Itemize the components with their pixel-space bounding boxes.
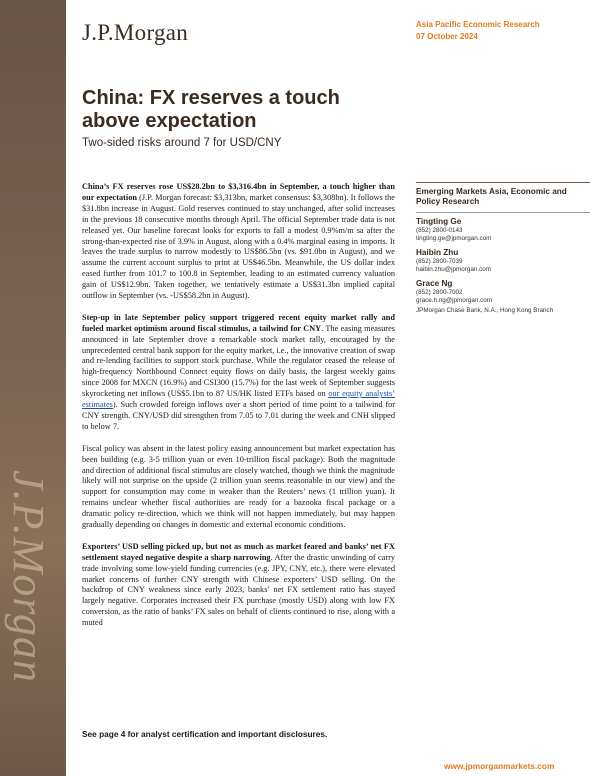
paragraph-exporters (82, 542, 395, 629)
analyst-name: Grace Ng (416, 278, 453, 288)
analyst-card (416, 279, 590, 306)
text-fiscal-policy: Fiscal policy was absent in the latest policy easing announcement but market expectation has been building (e.g. 3-5 trillion yuan or even 10-trillion fiscal package). Both the magnitude and direction of additional fiscal stimulus are closely watched, though we think the magnitude likely will not surprise on the upside (2 trillion yuan seems reasonable in our view) and the support for consumption may come in weaker than the Reuters’ news (1 trillion yuan). It remains unclear whether fiscal authorities are ready for a bazooka fiscal package or a dramatic policy re-direction, which we think will not happen immediately, but may happen gradually depending on changes in domestic and external economic conditions. (82, 443, 395, 530)
analyst-card (416, 217, 590, 244)
text-policy-support-b: ). Such crowded foreign inflows over a short period of time point to a tailwind for CNY strength. CNY/USD did strengthen from 7.05 to 7.01 during the week and CNH slipped to below 7. (82, 400, 395, 431)
text-policy-support-a: . The easing measures announced in late September drove a remarkable stock market rally, encouraged by the unprecedented central bank support for the equity market, i.e., the innovative creation of swap and re-lending facilities to support stock purchase. While the regulator ceased the release of high-frequency Northbound Connect equity flows on daily basis, the largest weekly gains since 2008 for MXCN (16.9%) and CSI300 (15.7%) for the last week of September suggests skyrocketing net inflows (US$5.1bn to 87 US/HK listed ETFs based on (82, 323, 395, 399)
page-title: China: FX reserves a touch above expectation (82, 87, 340, 132)
main-body (82, 182, 395, 640)
analyst-phone: (852) 2800-7002 (416, 288, 463, 296)
analyst-sidebar (416, 182, 590, 315)
lead-fx-reserves: China’s FX reserves rose US$28.2bn to $3,316.4bn in September, a touch higher than our expectation (82, 182, 395, 202)
lead-policy-support: Step-up in late September policy support triggered recent equity market rally and fueled market optimism around fiscal stimulus, a tailwind for CNY (82, 312, 395, 333)
text-exporters: . After the drastic unwinding of carry trade involving some low-yield funding currencies (e.g. JPY, CNY, etc.), there were elevated market concerns of further CNY strength with Chinese exporters’ USD selling. On the backdrop of CNY weakness since early 2023, banks’ net FX settlement ratio has stayed largely negative. Corporates increased their FX purchase (mostly USD) along with low FX conversion, as the ratio of banks’ FX sales on behalf of clients continued to rise, along with a muted (82, 552, 396, 628)
analyst-phone: (852) 2800-0143 (416, 227, 463, 234)
website-link[interactable]: www.jpmorganmarkets.com (444, 761, 555, 771)
report-meta (416, 20, 540, 41)
paragraph-policy-support (82, 313, 395, 433)
analyst-card (416, 248, 590, 275)
lead-exporters: Exporters’ USD selling picked up, but not as much as market feared and banks’ net FX settlement stayed negative despite a sharp narrowing (82, 541, 395, 562)
text-fx-reserves: (J.P. Morgan forecast: $3,313bn, market consensus: $3,308bn). It follows the $31.8bn increase in August. Gold reserves continued to stay unchanged, after solid increases in the previous 18 consecutive months through April. The official September trade data is not released yet. Our baseline forecast looks for exports to fall a modest 0.9%m/m sa after the strong-than-expected rise of 3.9% in August, along with a 0.4% marginal easing in imports. It leaves the trade surplus to narrow modestly to US$86.5bn (vs. $91.0bn in August), and we assume the current account surplus to print at US$46.5bn. Meanwhile, the US dollar index eased further from 101.7 to 100.8 in September, leading to an estimated currency valuation gain of US$12.9bn. Taken together, we tentatively estimate a US$31.3bn implied capital outflow in September (vs. -US$58.2bn in August). (82, 192, 395, 301)
bank-entity: JPMorgan Chase Bank, N.A., Hong Kong Branch (416, 307, 554, 315)
analyst-email[interactable]: grace.h.ng@jpmorgan.com (416, 297, 493, 305)
analyst-name: Tingting Ge (416, 217, 462, 226)
research-series: Asia Pacific Economic Research (416, 20, 540, 29)
report-date: 07 October 2024 (416, 32, 478, 41)
page-subtitle: Two-sided risks around 7 for USD/CNY (82, 137, 282, 149)
analyst-phone: (852) 2800-7039 (416, 257, 463, 265)
logo-watermark: J.P.Morgan (4, 470, 53, 683)
paragraph-fiscal-policy (82, 444, 395, 531)
paragraph-fx-reserves (82, 182, 395, 302)
divider (416, 212, 590, 213)
equity-analysts-link[interactable]: our equity analysts’ estimates (82, 389, 395, 410)
team-heading: Emerging Markets Asia, Economic and Policy Research (416, 182, 590, 207)
analyst-email[interactable]: haibin.zhu@jpmorgan.com (416, 266, 491, 274)
analyst-name: Haibin Zhu (416, 247, 459, 257)
disclosure-note: See page 4 for analyst certification and important disclosures. (82, 729, 328, 739)
side-band (0, 0, 66, 776)
analyst-email[interactable]: tingting.ge@jpmorgan.com (416, 235, 492, 243)
jpmorgan-logo: J.P.Morgan (82, 20, 189, 45)
